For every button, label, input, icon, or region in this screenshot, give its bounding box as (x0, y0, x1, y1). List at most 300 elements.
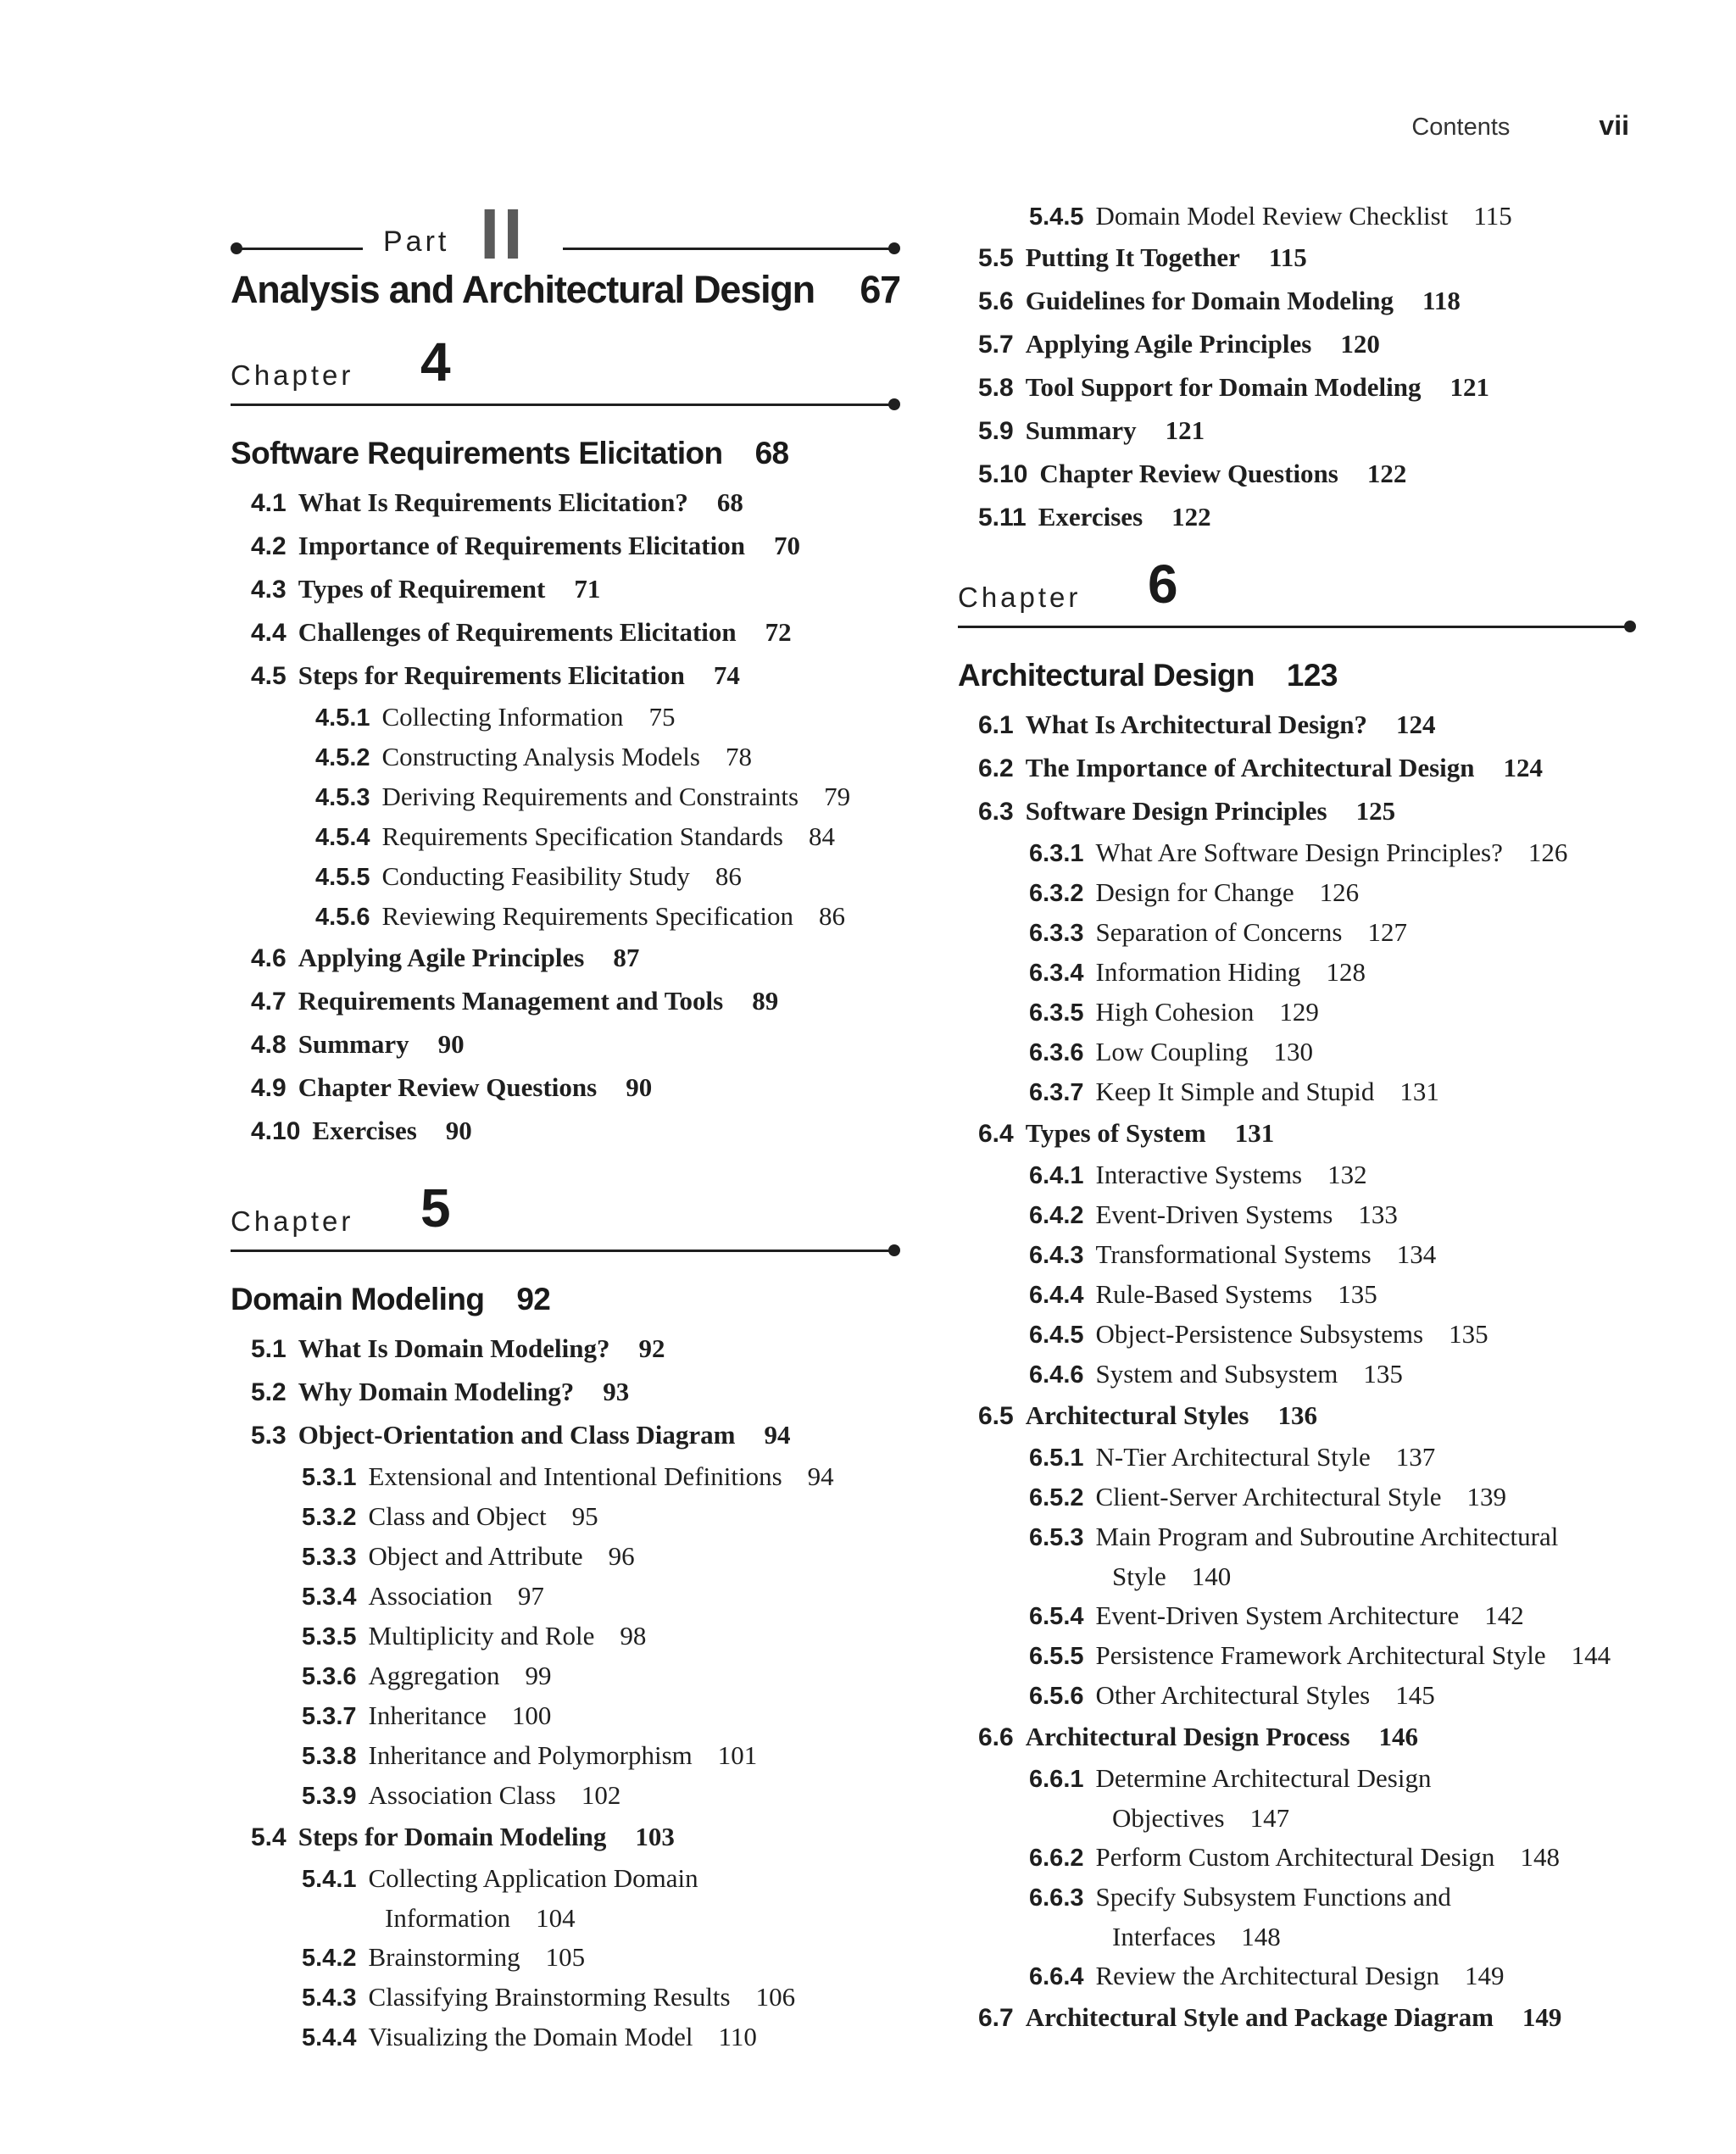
entry-page: 125 (1355, 796, 1396, 826)
toc-section-entry[interactable] (251, 980, 900, 1023)
entry-page: 86 (819, 901, 846, 931)
running-head-title: Contents (1411, 114, 1511, 141)
entry-title: Rule-Based Systems (1095, 1279, 1313, 1309)
chapter-page: 68 (754, 436, 789, 470)
entry-page: 92 (638, 1333, 665, 1363)
entry-page: 135 (1449, 1319, 1488, 1349)
entry-number: 6.5 (978, 1402, 1014, 1430)
entry-number: 6.2 (978, 754, 1014, 782)
chapter-4-title-row[interactable] (231, 436, 900, 471)
toc-subsection-continuation[interactable] (302, 1899, 900, 1938)
toc-subsection-entry[interactable] (1029, 1878, 1636, 1917)
toc-subsection-entry[interactable] (315, 777, 900, 817)
chapter-4-header (231, 331, 900, 410)
entry-title: Main Program and Subroutine Architectural (1095, 1522, 1559, 1551)
entry-title: Software Design Principles (1025, 796, 1327, 826)
toc-subsection-entry[interactable] (1029, 1956, 1636, 1996)
toc-subsection-entry[interactable] (1029, 1275, 1636, 1315)
entry-number: 5.3.4 (302, 1583, 357, 1611)
entry-page: 115 (1268, 242, 1307, 272)
entry-title: Review the Architectural Design (1095, 1961, 1439, 1990)
entry-page: 103 (635, 1822, 675, 1851)
entry-title: Design for Change (1095, 877, 1294, 907)
toc-section-entry[interactable] (978, 1112, 1636, 1155)
entry-page: 74 (713, 660, 740, 690)
entry-title-continued: Objectives (1112, 1803, 1225, 1833)
chapter-rule-dot (1624, 621, 1636, 632)
entry-title: Association (368, 1581, 492, 1611)
entry-title: Client-Server Architectural Style (1095, 1482, 1442, 1511)
entry-title: Challenges of Requirements Elicitation (298, 617, 737, 647)
entry-page: 110 (718, 2022, 757, 2051)
entry-title: Steps for Domain Modeling (298, 1822, 607, 1851)
entry-page: 133 (1358, 1199, 1398, 1229)
entry-page: 122 (1366, 459, 1407, 488)
entry-title: System and Subsystem (1095, 1359, 1338, 1389)
toc-section-entry[interactable] (251, 481, 900, 525)
entry-title: Chapter Review Questions (298, 1072, 598, 1102)
entry-page: 93 (603, 1377, 630, 1406)
toc-subsection-entry[interactable] (302, 1497, 900, 1537)
entry-title: Low Coupling (1095, 1037, 1249, 1066)
entry-number: 6.3.2 (1029, 880, 1084, 907)
entry-number: 4.9 (251, 1074, 287, 1102)
chapter-6-entries (958, 704, 1636, 2040)
chapter-rule (958, 626, 1628, 628)
entry-title: Summary (298, 1029, 409, 1059)
toc-subsection-entry[interactable] (302, 1978, 900, 2018)
toc-section-entry[interactable] (251, 1023, 900, 1066)
entry-number: 6.4 (978, 1120, 1014, 1148)
entry-number: 5.4 (251, 1823, 287, 1851)
entry-number: 5.8 (978, 374, 1014, 402)
chapter-5-entries-continued (958, 197, 1636, 539)
entry-page: 86 (715, 861, 742, 891)
entry-number: 5.11 (978, 504, 1027, 532)
entry-number: 6.5.2 (1029, 1484, 1084, 1511)
entry-number: 6.5.3 (1029, 1524, 1084, 1551)
entry-title: What Are Software Design Principles? (1095, 838, 1503, 867)
entry-page: 147 (1249, 1803, 1290, 1833)
entry-page: 98 (620, 1621, 647, 1650)
entry-page: 72 (765, 617, 792, 647)
entry-title: Chapter Review Questions (1039, 459, 1338, 488)
entry-title: Brainstorming (368, 1942, 520, 1972)
toc-subsection-entry[interactable] (302, 2018, 900, 2057)
toc-section-entry[interactable] (251, 937, 900, 980)
toc-subsection-entry[interactable] (1029, 1438, 1636, 1478)
toc-subsection-entry[interactable] (315, 857, 900, 897)
toc-subsection-entry[interactable] (315, 737, 900, 777)
entry-number: 4.6 (251, 944, 287, 972)
toc-subsection-continuation[interactable] (1029, 1917, 1636, 1956)
entry-number: 4.2 (251, 532, 287, 560)
entry-page: 97 (517, 1581, 544, 1611)
chapter-rule (231, 404, 892, 406)
toc-section-entry[interactable] (978, 453, 1636, 496)
entry-title: Object and Attribute (368, 1541, 583, 1571)
toc-section-entry[interactable] (978, 280, 1636, 323)
entry-title: Importance of Requirements Elicitation (298, 531, 745, 560)
entry-title-continued: Interfaces (1112, 1922, 1216, 1951)
entry-number: 5.3.8 (302, 1743, 357, 1770)
toc-subsection-entry[interactable] (1029, 1195, 1636, 1235)
entry-number: 6.4.2 (1029, 1202, 1084, 1229)
toc-subsection-entry[interactable] (302, 1736, 900, 1776)
entry-page: 79 (824, 782, 851, 811)
toc-subsection-entry[interactable] (302, 1617, 900, 1656)
entry-title: Types of Requirement (298, 574, 546, 604)
entry-number: 6.3.7 (1029, 1079, 1084, 1106)
entry-title: Separation of Concerns (1095, 917, 1343, 947)
entry-title: What Is Domain Modeling? (298, 1333, 610, 1363)
toc-subsection-entry[interactable] (302, 1537, 900, 1577)
entry-title: Object-Persistence Subsystems (1095, 1319, 1424, 1349)
chapter-rule-dot (888, 1244, 900, 1256)
entry-title: Event-Driven System Architecture (1095, 1600, 1460, 1630)
entry-page: 78 (725, 742, 752, 771)
entry-page: 105 (545, 1942, 586, 1972)
entry-title: What Is Architectural Design? (1025, 710, 1367, 739)
entry-number: 5.3.7 (302, 1703, 357, 1730)
entry-number: 5.5 (978, 244, 1014, 272)
entry-title: Event-Driven Systems (1095, 1199, 1333, 1229)
entry-page: 95 (571, 1501, 598, 1531)
entry-page: 148 (1241, 1922, 1281, 1951)
entry-page: 100 (511, 1700, 552, 1730)
entry-title: Specify Subsystem Functions and (1095, 1882, 1451, 1912)
entry-title-continued: Style (1112, 1561, 1166, 1591)
chapter-page: 92 (516, 1282, 551, 1316)
toc-subsection-entry[interactable] (1029, 1155, 1636, 1195)
toc-subsection-entry[interactable] (1029, 1235, 1636, 1275)
entry-number: 4.5.3 (315, 784, 370, 811)
toc-subsection-entry[interactable] (302, 1457, 900, 1497)
entry-page: 124 (1503, 753, 1544, 782)
entry-number: 4.5.5 (315, 864, 370, 891)
entry-number: 4.7 (251, 988, 287, 1016)
entry-page: 106 (755, 1982, 796, 2012)
running-head-page: vii (1599, 110, 1629, 141)
entry-number: 4.8 (251, 1031, 287, 1059)
entry-number: 5.1 (251, 1335, 287, 1363)
toc-subsection-entry[interactable] (1029, 1636, 1636, 1676)
entry-page: 135 (1338, 1279, 1377, 1309)
toc-section-entry[interactable] (978, 704, 1636, 747)
part-title-row[interactable] (231, 268, 900, 312)
chapter-6-title-row[interactable] (958, 658, 1636, 693)
entry-title: Requirements Specification Standards (381, 821, 783, 851)
toc-subsection-entry[interactable] (302, 1776, 900, 1816)
entry-title: Domain Model Review Checklist (1095, 201, 1449, 231)
running-head (1411, 110, 1629, 142)
entry-page: 99 (525, 1661, 552, 1690)
entry-number: 6.3.3 (1029, 920, 1084, 947)
toc-section-entry[interactable] (251, 525, 900, 568)
toc-subsection-entry[interactable] (1029, 1355, 1636, 1394)
entry-page: 149 (1522, 2002, 1562, 2032)
toc-section-entry[interactable] (251, 654, 900, 698)
entry-title: Visualizing the Domain Model (368, 2022, 693, 2051)
toc-section-entry[interactable] (978, 790, 1636, 833)
entry-page: 70 (773, 531, 800, 560)
entry-page: 136 (1277, 1400, 1317, 1430)
entry-page: 120 (1340, 329, 1380, 359)
entry-page: 144 (1571, 1640, 1611, 1670)
entry-number: 5.3.3 (302, 1544, 357, 1571)
entry-page: 75 (648, 702, 676, 732)
entry-page: 135 (1363, 1359, 1403, 1389)
entry-page: 122 (1171, 502, 1211, 532)
chapter-6-header (958, 554, 1636, 632)
entry-number: 5.3.2 (302, 1504, 357, 1531)
entry-title: Transformational Systems (1095, 1239, 1372, 1269)
entry-page: 128 (1326, 957, 1366, 987)
entry-number: 5.10 (978, 460, 1028, 488)
chapter-title: Architectural Design (958, 658, 1255, 693)
entry-title: Inheritance and Polymorphism (368, 1740, 693, 1770)
entry-title: Interactive Systems (1095, 1160, 1303, 1189)
entry-page: 126 (1527, 838, 1568, 867)
chapter-page: 123 (1286, 658, 1338, 693)
entry-title: Perform Custom Architectural Design (1095, 1842, 1495, 1872)
entry-page: 87 (613, 943, 640, 972)
entry-number: 6.1 (978, 711, 1014, 739)
toc-subsection-entry[interactable] (1029, 993, 1636, 1032)
entry-number: 6.3.1 (1029, 840, 1084, 867)
entry-title: Association Class (368, 1780, 556, 1810)
entry-page: 94 (807, 1461, 834, 1491)
toc-subsection-entry[interactable] (1029, 1032, 1636, 1072)
toc-subsection-entry[interactable] (1029, 197, 1636, 237)
entry-page: 131 (1399, 1077, 1439, 1106)
entry-number: 6.6.2 (1029, 1845, 1084, 1872)
chapter-title: Software Requirements Elicitation (231, 436, 723, 470)
entry-number: 5.4.4 (302, 2024, 357, 2051)
entry-number: 5.7 (978, 331, 1014, 359)
toc-section-entry[interactable] (978, 1996, 1636, 2040)
entry-number: 6.3.5 (1029, 999, 1084, 1027)
entry-page: 89 (752, 986, 779, 1016)
toc-subsection-entry[interactable] (1029, 833, 1636, 873)
entry-page: 130 (1273, 1037, 1313, 1066)
entry-number: 6.6.1 (1029, 1766, 1084, 1793)
toc-subsection-entry[interactable] (1029, 1315, 1636, 1355)
toc-subsection-entry[interactable] (1029, 1517, 1636, 1557)
chapter-5-entries (231, 1327, 900, 2057)
entry-number: 5.4.1 (302, 1866, 357, 1893)
entry-page: 132 (1327, 1160, 1367, 1189)
toc-section-entry[interactable] (251, 611, 900, 654)
entry-title: Why Domain Modeling? (298, 1377, 575, 1406)
toc-section-entry[interactable] (978, 323, 1636, 366)
toc-subsection-entry[interactable] (1029, 1596, 1636, 1636)
chapter-number: 5 (420, 1177, 451, 1238)
entry-title: Other Architectural Styles (1095, 1680, 1371, 1710)
entry-title: Deriving Requirements and Constraints (381, 782, 799, 811)
entry-title: What Is Requirements Elicitation? (298, 487, 688, 517)
entry-number: 6.5.1 (1029, 1444, 1084, 1472)
entry-page: 146 (1378, 1722, 1419, 1751)
entry-title: Guidelines for Domain Modeling (1025, 286, 1394, 315)
entry-page: 131 (1234, 1118, 1275, 1148)
entry-title: Exercises (1038, 502, 1143, 532)
toc-subsection-entry[interactable] (302, 1859, 900, 1899)
entry-number: 4.5 (251, 662, 287, 690)
toc-subsection-entry[interactable] (1029, 1478, 1636, 1517)
entry-number: 6.5.4 (1029, 1603, 1084, 1630)
chapter-number: 4 (420, 331, 451, 392)
toc-subsection-entry[interactable] (1029, 913, 1636, 953)
entry-number: 6.6.4 (1029, 1963, 1084, 1990)
entry-page: 90 (437, 1029, 465, 1059)
entry-title: N-Tier Architectural Style (1095, 1442, 1371, 1472)
entry-title: Information Hiding (1095, 957, 1301, 987)
toc-section-entry[interactable] (978, 237, 1636, 280)
toc-subsection-entry[interactable] (1029, 1759, 1636, 1799)
toc-subsection-entry[interactable] (302, 1577, 900, 1617)
toc-subsection-entry[interactable] (1029, 1072, 1636, 1112)
entry-number: 4.10 (251, 1117, 301, 1145)
entry-number: 5.4.5 (1029, 203, 1084, 231)
chapter-number: 6 (1148, 554, 1178, 615)
toc-subsection-entry[interactable] (302, 1696, 900, 1736)
chapter-word: Chapter (958, 582, 1082, 613)
entry-title: Constructing Analysis Models (381, 742, 700, 771)
entry-title: Architectural Style and Package Diagram (1025, 2002, 1494, 2032)
entry-number: 4.1 (251, 489, 287, 517)
entry-number: 6.4.6 (1029, 1361, 1084, 1389)
toc-section-entry[interactable] (978, 747, 1636, 790)
toc-subsection-continuation[interactable] (1029, 1799, 1636, 1838)
toc-section-entry[interactable] (978, 496, 1636, 539)
chapter-5-header (231, 1177, 900, 1256)
entry-number: 4.5.4 (315, 824, 370, 851)
entry-page: 121 (1165, 415, 1205, 445)
toc-subsection-entry[interactable] (315, 817, 900, 857)
right-column (958, 197, 1636, 2040)
toc-section-entry[interactable] (251, 1110, 900, 1153)
toc-section-entry[interactable] (251, 1414, 900, 1457)
toc-subsection-entry[interactable] (315, 698, 900, 737)
entry-page: 121 (1449, 372, 1490, 402)
chapter-title: Domain Modeling (231, 1282, 485, 1316)
entry-title: Tool Support for Domain Modeling (1025, 372, 1422, 402)
entry-page: 127 (1367, 917, 1407, 947)
toc-subsection-entry[interactable] (302, 1656, 900, 1696)
entry-title: Object-Orientation and Class Diagram (298, 1420, 736, 1450)
part-word: Part (383, 225, 450, 258)
entry-number: 6.5.5 (1029, 1643, 1084, 1670)
entry-title: Reviewing Requirements Specification (381, 901, 794, 931)
entry-number: 6.3 (978, 798, 1014, 826)
entry-title: Applying Agile Principles (1025, 329, 1312, 359)
part-rule-dot-right (888, 242, 900, 254)
entry-title: Inheritance (368, 1700, 487, 1730)
toc-section-entry[interactable] (251, 1327, 900, 1371)
entry-title: Persistence Framework Architectural Style (1095, 1640, 1546, 1670)
entry-number: 5.3.5 (302, 1623, 357, 1650)
entry-page: 104 (536, 1903, 576, 1933)
toc-section-entry[interactable] (251, 568, 900, 611)
entry-page: 145 (1395, 1680, 1435, 1710)
toc-section-entry[interactable] (251, 1371, 900, 1414)
entry-number: 5.2 (251, 1378, 287, 1406)
toc-section-entry[interactable] (251, 1816, 900, 1859)
entry-number: 6.3.4 (1029, 960, 1084, 987)
entry-title: Keep It Simple and Stupid (1095, 1077, 1375, 1106)
toc-section-entry[interactable] (978, 366, 1636, 409)
part-banner (231, 194, 900, 274)
entry-page: 96 (608, 1541, 635, 1571)
toc-subsection-entry[interactable] (1029, 873, 1636, 913)
entry-number: 6.6.3 (1029, 1884, 1084, 1912)
entry-number: 5.4.3 (302, 1984, 357, 2012)
toc-subsection-entry[interactable] (315, 897, 900, 937)
toc-subsection-entry[interactable] (1029, 953, 1636, 993)
part-rule-left (236, 248, 363, 250)
toc-subsection-continuation[interactable] (1029, 1557, 1636, 1596)
entry-number: 4.3 (251, 576, 287, 604)
entry-title: Aggregation (368, 1661, 500, 1690)
entry-page: 142 (1484, 1600, 1524, 1630)
entry-page: 134 (1396, 1239, 1437, 1269)
toc-section-entry[interactable] (978, 1394, 1636, 1438)
entry-number: 5.9 (978, 417, 1014, 445)
chapter-rule-dot (888, 398, 900, 410)
entry-page: 124 (1396, 710, 1436, 739)
toc-section-entry[interactable] (978, 1716, 1636, 1759)
toc-subsection-entry[interactable] (1029, 1838, 1636, 1878)
left-column (231, 194, 900, 2057)
entry-number: 4.5.2 (315, 744, 370, 771)
entry-page: 71 (574, 574, 601, 604)
entry-page: 149 (1464, 1961, 1505, 1990)
entry-number: 5.6 (978, 287, 1014, 315)
chapter-4-entries (231, 481, 900, 1153)
entry-page: 68 (716, 487, 743, 517)
toc-section-entry[interactable] (978, 409, 1636, 453)
entry-page: 101 (717, 1740, 758, 1770)
toc-subsection-entry[interactable] (1029, 1676, 1636, 1716)
entry-number: 4.5.6 (315, 904, 370, 931)
entry-title: Putting It Together (1025, 242, 1240, 272)
entry-number: 6.5.6 (1029, 1683, 1084, 1710)
chapter-5-title-row[interactable] (231, 1282, 900, 1317)
entry-number: 5.3 (251, 1422, 287, 1450)
chapter-word: Chapter (231, 359, 354, 391)
toc-subsection-entry[interactable] (302, 1938, 900, 1978)
toc-section-entry[interactable] (251, 1066, 900, 1110)
entry-page: 90 (626, 1072, 653, 1102)
entry-page: 90 (445, 1116, 472, 1145)
entry-title: Steps for Requirements Elicitation (298, 660, 685, 690)
entry-title: Determine Architectural Design (1095, 1763, 1432, 1793)
entry-number: 6.3.6 (1029, 1039, 1084, 1066)
entry-page: 139 (1466, 1482, 1507, 1511)
entry-number: 5.4.2 (302, 1945, 357, 1972)
entry-title: Classifying Brainstorming Results (368, 1982, 731, 2012)
entry-page: 148 (1520, 1842, 1560, 1872)
entry-title: The Importance of Architectural Design (1025, 753, 1475, 782)
entry-page: 140 (1191, 1561, 1232, 1591)
entry-title: Collecting Application Domain (368, 1863, 698, 1893)
entry-number: 6.7 (978, 2004, 1014, 2032)
entry-number: 6.4.1 (1029, 1162, 1084, 1189)
entry-title: High Cohesion (1095, 997, 1255, 1027)
entry-title: Architectural Design Process (1025, 1722, 1350, 1751)
chapter-rule (231, 1250, 892, 1252)
